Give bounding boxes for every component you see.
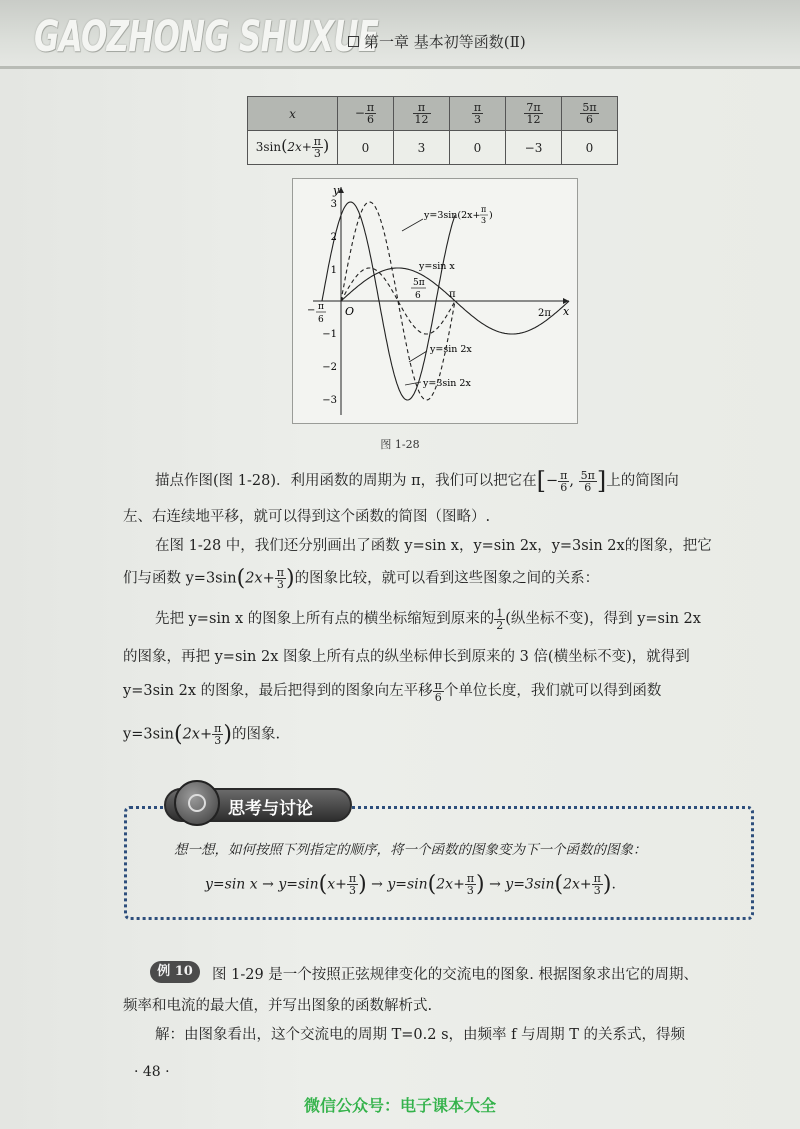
figure-caption: 图 1-28 — [380, 438, 420, 451]
frac-num: π — [348, 872, 357, 885]
chain-f2-inner: x+ — [327, 876, 347, 893]
x-tick-5pi6-den: 6 — [415, 291, 421, 301]
frac-num: π — [434, 678, 442, 692]
think-discuss-title: 思考与讨论 — [228, 799, 313, 819]
y-tick-label: 3 — [330, 199, 337, 210]
frac-den: 3 — [348, 884, 356, 897]
frac-den: 6 — [434, 690, 442, 704]
text-run: 们与函数 y=3sin — [123, 570, 237, 587]
label-inner: 2x+ — [287, 140, 312, 154]
table-cell-x — [562, 97, 618, 131]
value-table — [247, 96, 618, 165]
frac-den: 3 — [313, 147, 321, 160]
frac-den: 3 — [473, 113, 481, 126]
text-run: y=3sin 2x 的图象，最后把得到的图象向左平移 — [123, 683, 433, 699]
watermark-text: 微信公众号：电子课本大全 — [303, 1096, 496, 1115]
chain-f1: y=sin x — [205, 876, 258, 893]
sign: − — [354, 106, 365, 120]
chain-end: . — [611, 876, 616, 893]
paragraph-3-line-2: 的图象，再把 y=sin 2x 图象上所有点的纵坐标伸长到原来的 3 倍(横坐标不变)，就得到 — [123, 649, 690, 665]
table-cell-x — [450, 97, 506, 131]
header-brand: GAOZHONG SHUXUE — [34, 12, 379, 62]
y-tick-label: −1 — [322, 329, 337, 340]
sine-graph — [293, 179, 579, 425]
chain-f4-inner: 2x+ — [563, 876, 592, 893]
figure-1-28 — [292, 178, 578, 424]
header-square-icon — [348, 36, 359, 47]
paragraph-3-line-3 — [123, 679, 661, 703]
label-main-curve: y=3sin(2x+ — [424, 210, 481, 221]
paragraph-2-line-2: 们与函数 y=3sin(2x+ $\frac{\pi}{3}$ )的图象比较，就可以看到这些图象之间的关系： — [123, 566, 600, 591]
frac-num: π — [313, 135, 322, 148]
table-cell-y: 0 — [338, 131, 394, 165]
header-rule — [0, 66, 800, 69]
chain-arrow-icon: → — [262, 876, 274, 893]
frac-num: 5π — [580, 468, 595, 482]
frac-den: 3 — [466, 884, 474, 897]
paragraph-2-line-1: 在图 1-28 中，我们还分别画出了函数 y=sin x，y=sin 2x，y=3sin 2x的图象，把它 — [155, 538, 712, 554]
example-10-badge: 例 10 — [150, 961, 200, 983]
table-row-x — [248, 97, 618, 131]
label-pre: 3sin — [255, 140, 282, 154]
label-main-frac-num: π — [481, 205, 487, 214]
label-sin2x: y=sin 2x — [430, 344, 472, 355]
label-3sin2x: y=3sin 2x — [423, 378, 471, 389]
chain-arrow-icon: → — [371, 876, 383, 893]
frac-den: 2 — [496, 618, 504, 632]
frac-den: 12 — [414, 113, 429, 126]
y-tick-label: −2 — [322, 362, 337, 373]
table-row-label-x: x — [248, 97, 338, 131]
y-axis-label: y — [333, 184, 340, 197]
frac-num: 1 — [496, 606, 504, 620]
frac-den: 3 — [214, 734, 222, 747]
frac-num: π — [276, 566, 284, 579]
text-run: 个单位长度，我们就可以得到函数 — [443, 683, 662, 699]
frac-den: 3 — [593, 884, 601, 897]
paragraph-3-line-4: y=3sin(2x+ $\frac{\pi}{3}$ )的图象. — [123, 722, 281, 747]
x-tick-neg-sign: − — [307, 305, 316, 316]
table-cell-y: 0 — [562, 131, 618, 165]
table-row-label-y: 3sin(2x+ $\frac{\pi}{3}$ ) — [248, 131, 338, 165]
solution-line: 解：由图象看出，这个交流电的周期 T=0.2 s，由频率 f 与周期 T 的关系式，得频 — [155, 1027, 686, 1043]
text-run: 的图象. — [231, 726, 281, 743]
x-tick-2pi: 2π — [538, 308, 551, 319]
table-cell-y: 0 — [450, 131, 506, 165]
label-main-close: ) — [489, 210, 493, 221]
y-tick-label: 2 — [330, 232, 337, 243]
table-cell-y: −3 — [506, 131, 562, 165]
page-number: · 48 · — [134, 1064, 170, 1080]
example-line-1: 图 1-29 是一个按照正弦规律变化的交流电的图象. 根据图象求出它的周期、 — [212, 967, 699, 983]
frac-num: π — [473, 101, 482, 114]
frac-num: π — [214, 722, 222, 735]
text-run: 先把 y=sin x 的图象上所有点的横坐标缩短到原来的 — [155, 611, 495, 627]
text-run: y=3sin — [123, 726, 174, 743]
think-discuss-logo-ring-icon — [188, 794, 206, 812]
frac-num: π — [560, 468, 568, 482]
y-tick-label: −3 — [322, 395, 337, 406]
frac-num: 7π — [526, 101, 541, 114]
paragraph-3-line-1 — [155, 607, 701, 631]
example-line-2: 频率和电流的最大值，并写出图象的函数解析式. — [123, 998, 433, 1014]
origin-label: O — [345, 305, 355, 318]
label-main-frac-den: 3 — [481, 216, 487, 225]
paragraph-1-line-1: 描点作图(图 1-28)．利用函数的周期为 π，我们可以把它在[− $\frac{\pi}{6}$ , $\frac{5\pi}{6}$ ]上的简图向 — [155, 467, 679, 495]
table-row-y — [248, 131, 618, 165]
x-tick-pi: π — [449, 289, 456, 300]
label-sinx: y=sin x — [419, 261, 455, 272]
table-cell-x — [506, 97, 562, 131]
frac-num: π — [366, 101, 375, 114]
frac-den: 12 — [526, 113, 541, 126]
frac-den: 6 — [584, 480, 592, 494]
text-run: (纵坐标不变)，得到 y=sin 2x — [505, 611, 701, 627]
chain-f4: y=3sin — [505, 876, 555, 893]
text-run: 上的简图向 — [606, 473, 679, 489]
frac-num: π — [593, 872, 601, 885]
text-run: 的图象比较，就可以看到这些图象之间的关系： — [294, 570, 600, 587]
chain-arrow-icon: → — [489, 876, 501, 893]
chapter-title: 第一章 基本初等函数(Ⅱ) — [364, 33, 526, 51]
paragraph-1-line-2: 左、右连续地平移，就可以得到这个函数的简图（图略）. — [123, 509, 491, 525]
chain-f3: y=sin — [387, 876, 428, 893]
frac-den: 6 — [367, 113, 375, 126]
x-tick-5pi6-num: 5π — [413, 278, 425, 288]
frac-den: 6 — [585, 113, 593, 126]
frac-num: π — [466, 872, 475, 885]
y-tick-label: 1 — [330, 265, 337, 276]
chain-f3-inner: 2x+ — [436, 876, 465, 893]
frac-num: 5π — [582, 101, 597, 114]
frac-den: 6 — [560, 480, 568, 494]
think-discuss-box — [124, 806, 754, 920]
sign: − — [546, 473, 559, 489]
x-axis-label: x — [563, 305, 570, 318]
x-tick-neg-num: π — [318, 302, 324, 312]
table-cell-x — [394, 97, 450, 131]
transform-chain: y=sin x → y=sin(x+ $\frac{\pi}{3}$ ) → y=sin(2x+ $\frac{\pi}{3}$ ) → y=3sin(2x+ $\frac{\pi}{3}$ ). — [205, 872, 616, 897]
chain-f2: y=sin — [278, 876, 319, 893]
text-run: 描点作图(图 1-28)．利用函数的周期为 π，我们可以把它在 — [155, 473, 537, 489]
frac-num: π — [413, 102, 431, 114]
table-cell-x — [338, 97, 394, 131]
x-tick-neg-den: 6 — [318, 315, 324, 325]
leader-main — [402, 219, 423, 231]
frac-den: 3 — [276, 578, 284, 591]
table-cell-y: 3 — [394, 131, 450, 165]
think-discuss-body: 想一想，如何按照下列指定的顺序，将一个函数的图象变为下一个函数的图象： — [174, 842, 647, 858]
